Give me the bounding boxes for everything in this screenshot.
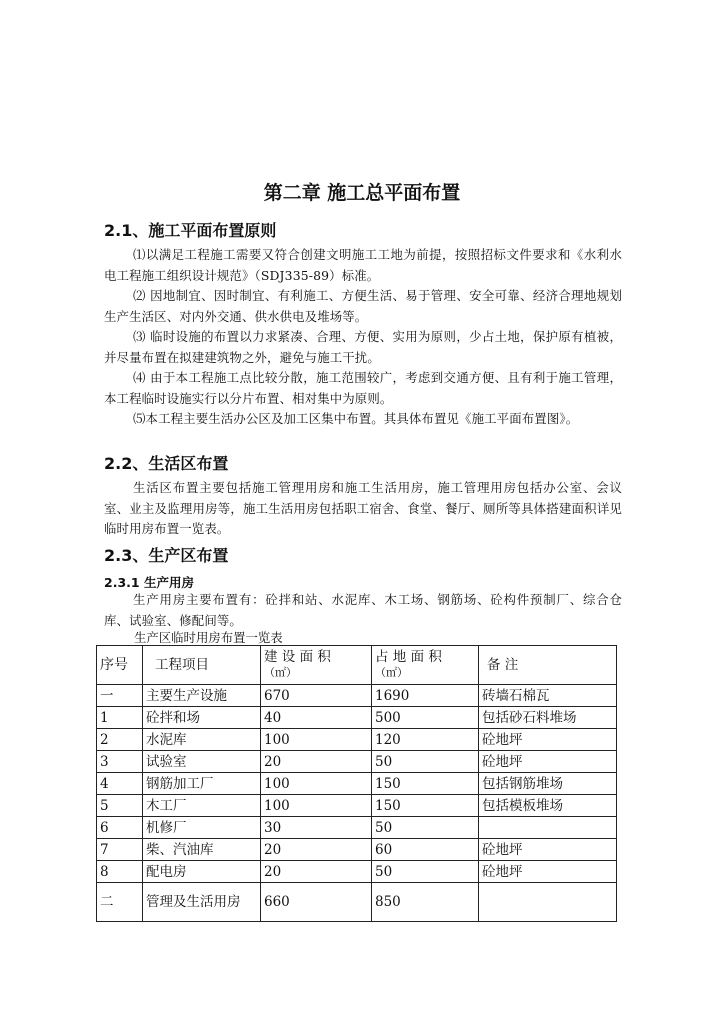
table-row: [97, 817, 617, 839]
cell-note: [479, 883, 617, 922]
cell-item: 钢筋加工厂: [143, 773, 261, 795]
table-row: [97, 839, 617, 861]
table-row: [97, 861, 617, 883]
cell-note: 包括砂石料堆场: [479, 707, 617, 729]
cell-build-area: 20: [261, 861, 372, 883]
cell-occupy-area: 850: [372, 883, 479, 922]
production-housing-table: [96, 645, 617, 922]
section-heading-2-1: 2.1、施工平面布置原则: [104, 221, 277, 240]
chapter-title: 第二章 施工总平面布置: [263, 182, 461, 204]
cell-no: 8: [97, 861, 143, 883]
cell-build-area: 40: [261, 707, 372, 729]
header-build-area: [261, 646, 372, 685]
table-caption: 生产区临时用房布置一览表: [134, 630, 283, 645]
cell-note: 砖墙石棉瓦: [479, 685, 617, 707]
cell-build-area: 30: [261, 817, 372, 839]
table-row: [97, 685, 617, 707]
cell-occupy-area: 50: [372, 751, 479, 773]
principle-paragraph-2: ⑵ 因地制宜、因时制宜、有利施工、方便生活、易于管理、安全可靠、经济合理地规划生产生活区、对内外交通、供水供电及堆场等。: [104, 288, 622, 324]
cell-build-area: 670: [261, 685, 372, 707]
cell-item: 机修厂: [143, 817, 261, 839]
cell-note: 砼地坪: [479, 751, 617, 773]
cell-item: 水泥库: [143, 729, 261, 751]
cell-item: 柴、汽油库: [143, 839, 261, 861]
principle-paragraph-4: ⑷ 由于本工程施工点比较分散，施工范围较广，考虑到交通方便、且有利于施工管理，本工程临时设施实行以分片布置、相对集中为原则。: [104, 370, 622, 406]
cell-note: 包括模板堆场: [479, 795, 617, 817]
cell-build-area: 100: [261, 729, 372, 751]
table-header-row: [97, 646, 617, 685]
cell-no: 2: [97, 729, 143, 751]
cell-no: 7: [97, 839, 143, 861]
table-row: [97, 751, 617, 773]
header-build-area-label: 建 设 面 积: [264, 649, 331, 665]
living-area-paragraph: 生活区布置主要包括施工管理用房和施工生活用房，施工管理用房包括办公室、会议室、业主及监理用房等，施工生活用房包括职工宿舍、食堂、餐厅、厕所等具体搭建面积详见临时用房布置一览表。: [104, 480, 622, 536]
cell-item: 砼拌和场: [143, 707, 261, 729]
cell-no: 3: [97, 751, 143, 773]
cell-note: [479, 817, 617, 839]
header-occupy-area: [372, 646, 479, 685]
table-row: [97, 707, 617, 729]
cell-item: 配电房: [143, 861, 261, 883]
header-occupy-area-label: 占 地 面 积: [375, 649, 442, 665]
cell-no: 6: [97, 817, 143, 839]
section-heading-2-2: 2.2、生活区布置: [104, 454, 229, 473]
header-note: 备 注: [479, 646, 617, 685]
cell-no: 1: [97, 707, 143, 729]
cell-occupy-area: 120: [372, 729, 479, 751]
cell-no: 5: [97, 795, 143, 817]
subsection-heading-2-3-1: 2.3.1 生产用房: [104, 575, 194, 590]
cell-occupy-area: 150: [372, 795, 479, 817]
cell-note: 包括钢筋堆场: [479, 773, 617, 795]
header-item: 工程项目: [143, 646, 261, 685]
cell-occupy-area: 1690: [372, 685, 479, 707]
cell-build-area: 100: [261, 795, 372, 817]
cell-occupy-area: 50: [372, 817, 479, 839]
table-row: [97, 773, 617, 795]
table-row: [97, 795, 617, 817]
production-housing-paragraph: 生产用房主要布置有：砼拌和站、水泥库、木工场、钢筋场、砼构件预制厂、综合仓库、试验室、修配间等。: [104, 592, 622, 628]
cell-occupy-area: 60: [372, 839, 479, 861]
cell-note: 砼地坪: [479, 839, 617, 861]
header-build-area-unit: （㎡）: [264, 666, 297, 679]
header-no: 序号: [97, 646, 143, 685]
section-heading-2-3: 2.3、生产区布置: [104, 546, 229, 565]
cell-occupy-area: 500: [372, 707, 479, 729]
table-row: [97, 729, 617, 751]
principle-paragraph-1: ⑴以满足工程施工需要又符合创建文明施工工地为前提，按照招标文件要求和《水利水电工程施工组织设计规范》（SDJ335-89）标准。: [104, 247, 622, 283]
cell-build-area: 660: [261, 883, 372, 922]
cell-item: 主要生产设施: [143, 685, 261, 707]
cell-no: 二: [97, 883, 143, 922]
cell-item: 试验室: [143, 751, 261, 773]
cell-no: 4: [97, 773, 143, 795]
cell-note: 砼地坪: [479, 729, 617, 751]
cell-build-area: 20: [261, 751, 372, 773]
cell-build-area: 20: [261, 839, 372, 861]
principle-paragraph-3: ⑶ 临时设施的布置以力求紧凑、合理、方便、实用为原则，少占土地，保护原有植被，并尽量布置在拟建建筑物之外，避免与施工干扰。: [104, 329, 622, 365]
header-occupy-area-unit: （㎡）: [375, 666, 408, 679]
table-row: [97, 883, 617, 922]
cell-note: 砼地坪: [479, 861, 617, 883]
cell-occupy-area: 150: [372, 773, 479, 795]
principle-paragraph-5: ⑸本工程主要生活办公区及加工区集中布置。其具体布置见《施工平面布置图》。: [133, 411, 579, 426]
cell-item: 管理及生活用房: [143, 883, 261, 922]
cell-item: 木工厂: [143, 795, 261, 817]
cell-occupy-area: 50: [372, 861, 479, 883]
cell-build-area: 100: [261, 773, 372, 795]
cell-no: 一: [97, 685, 143, 707]
